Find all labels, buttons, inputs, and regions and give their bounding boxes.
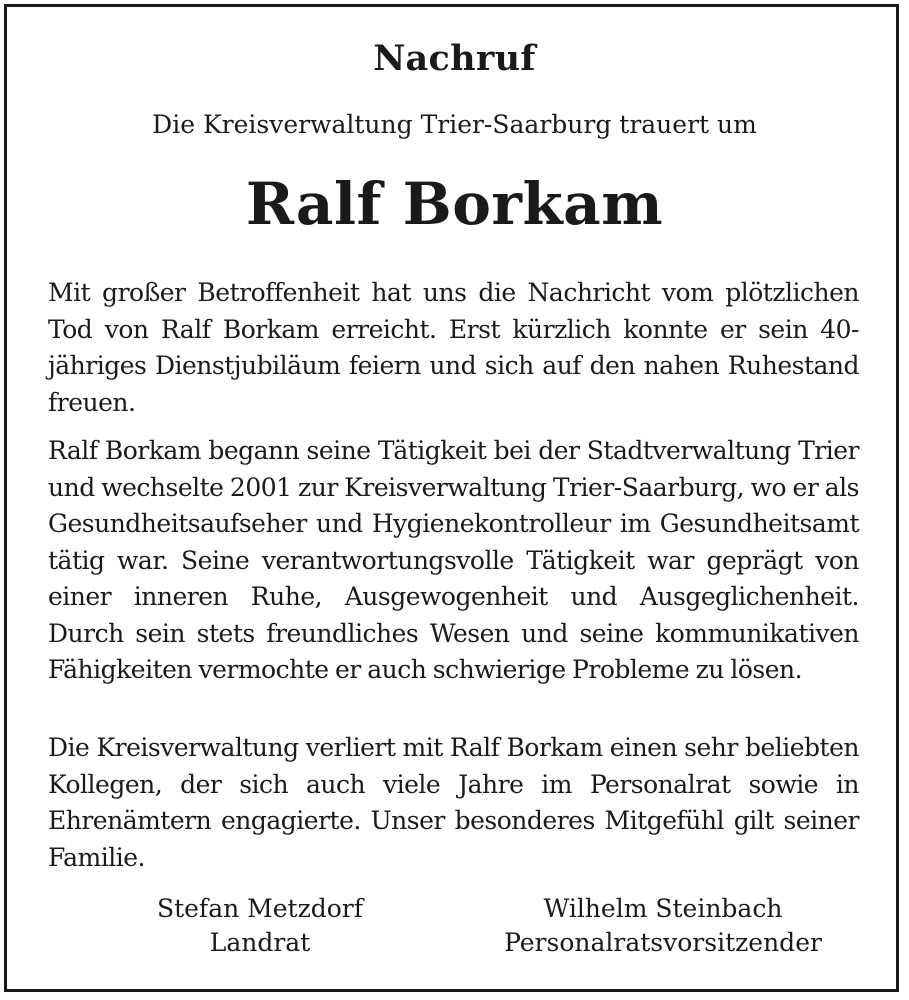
signatory-title: Landrat	[209, 928, 311, 957]
deceased-name: Ralf Borkam	[245, 170, 664, 238]
paragraph-1: Mit großer Betroffenheit hat uns die Nachricht vom plötzlichen Tod von Ralf Borkam erreicht. Erst kürzlich konnte er sein 40-jähriges Dienstjubiläum feiern und sich auf den nahen Ruhestand freuen.	[48, 278, 859, 417]
signatory-name: Stefan Metzdorf	[156, 894, 364, 923]
signatory-name: Wilhelm Steinbach	[543, 894, 783, 923]
signatory-title: Personalratsvorsitzender	[504, 928, 822, 957]
notice-heading: Nachruf	[373, 38, 536, 79]
paragraph-2: Ralf Borkam begann seine Tätigkeit bei der Stadtverwaltung Trier und wechselte 2001 zur Kreisverwaltung Trier-Saarburg, wo er als Gesundheitsaufseher und Hygienekontrolleur im Gesundheitsamt tätig war. Seine verantwortungsvolle Tätigkeit war geprägt von einer inneren Ruhe, Ausgewogenheit und Ausgeglichenheit. Durch sein stets freundliches Wesen und seine kommunikativen Fähigkeiten vermochte er auch schwierige Probleme zu lösen.	[48, 436, 859, 684]
notice-intro: Die Kreisverwaltung Trier-Saarburg trauert um	[152, 110, 757, 139]
paragraph-3: Die Kreisverwaltung verliert mit Ralf Borkam einen sehr beliebten Kollegen, der sich auch viele Jahre im Personalrat sowie in Ehrenämtern engagierte. Unser besonderes Mitgefühl gilt seiner Familie.	[48, 733, 859, 872]
signature-block-left	[80, 892, 440, 960]
signature-block-right	[483, 892, 843, 960]
